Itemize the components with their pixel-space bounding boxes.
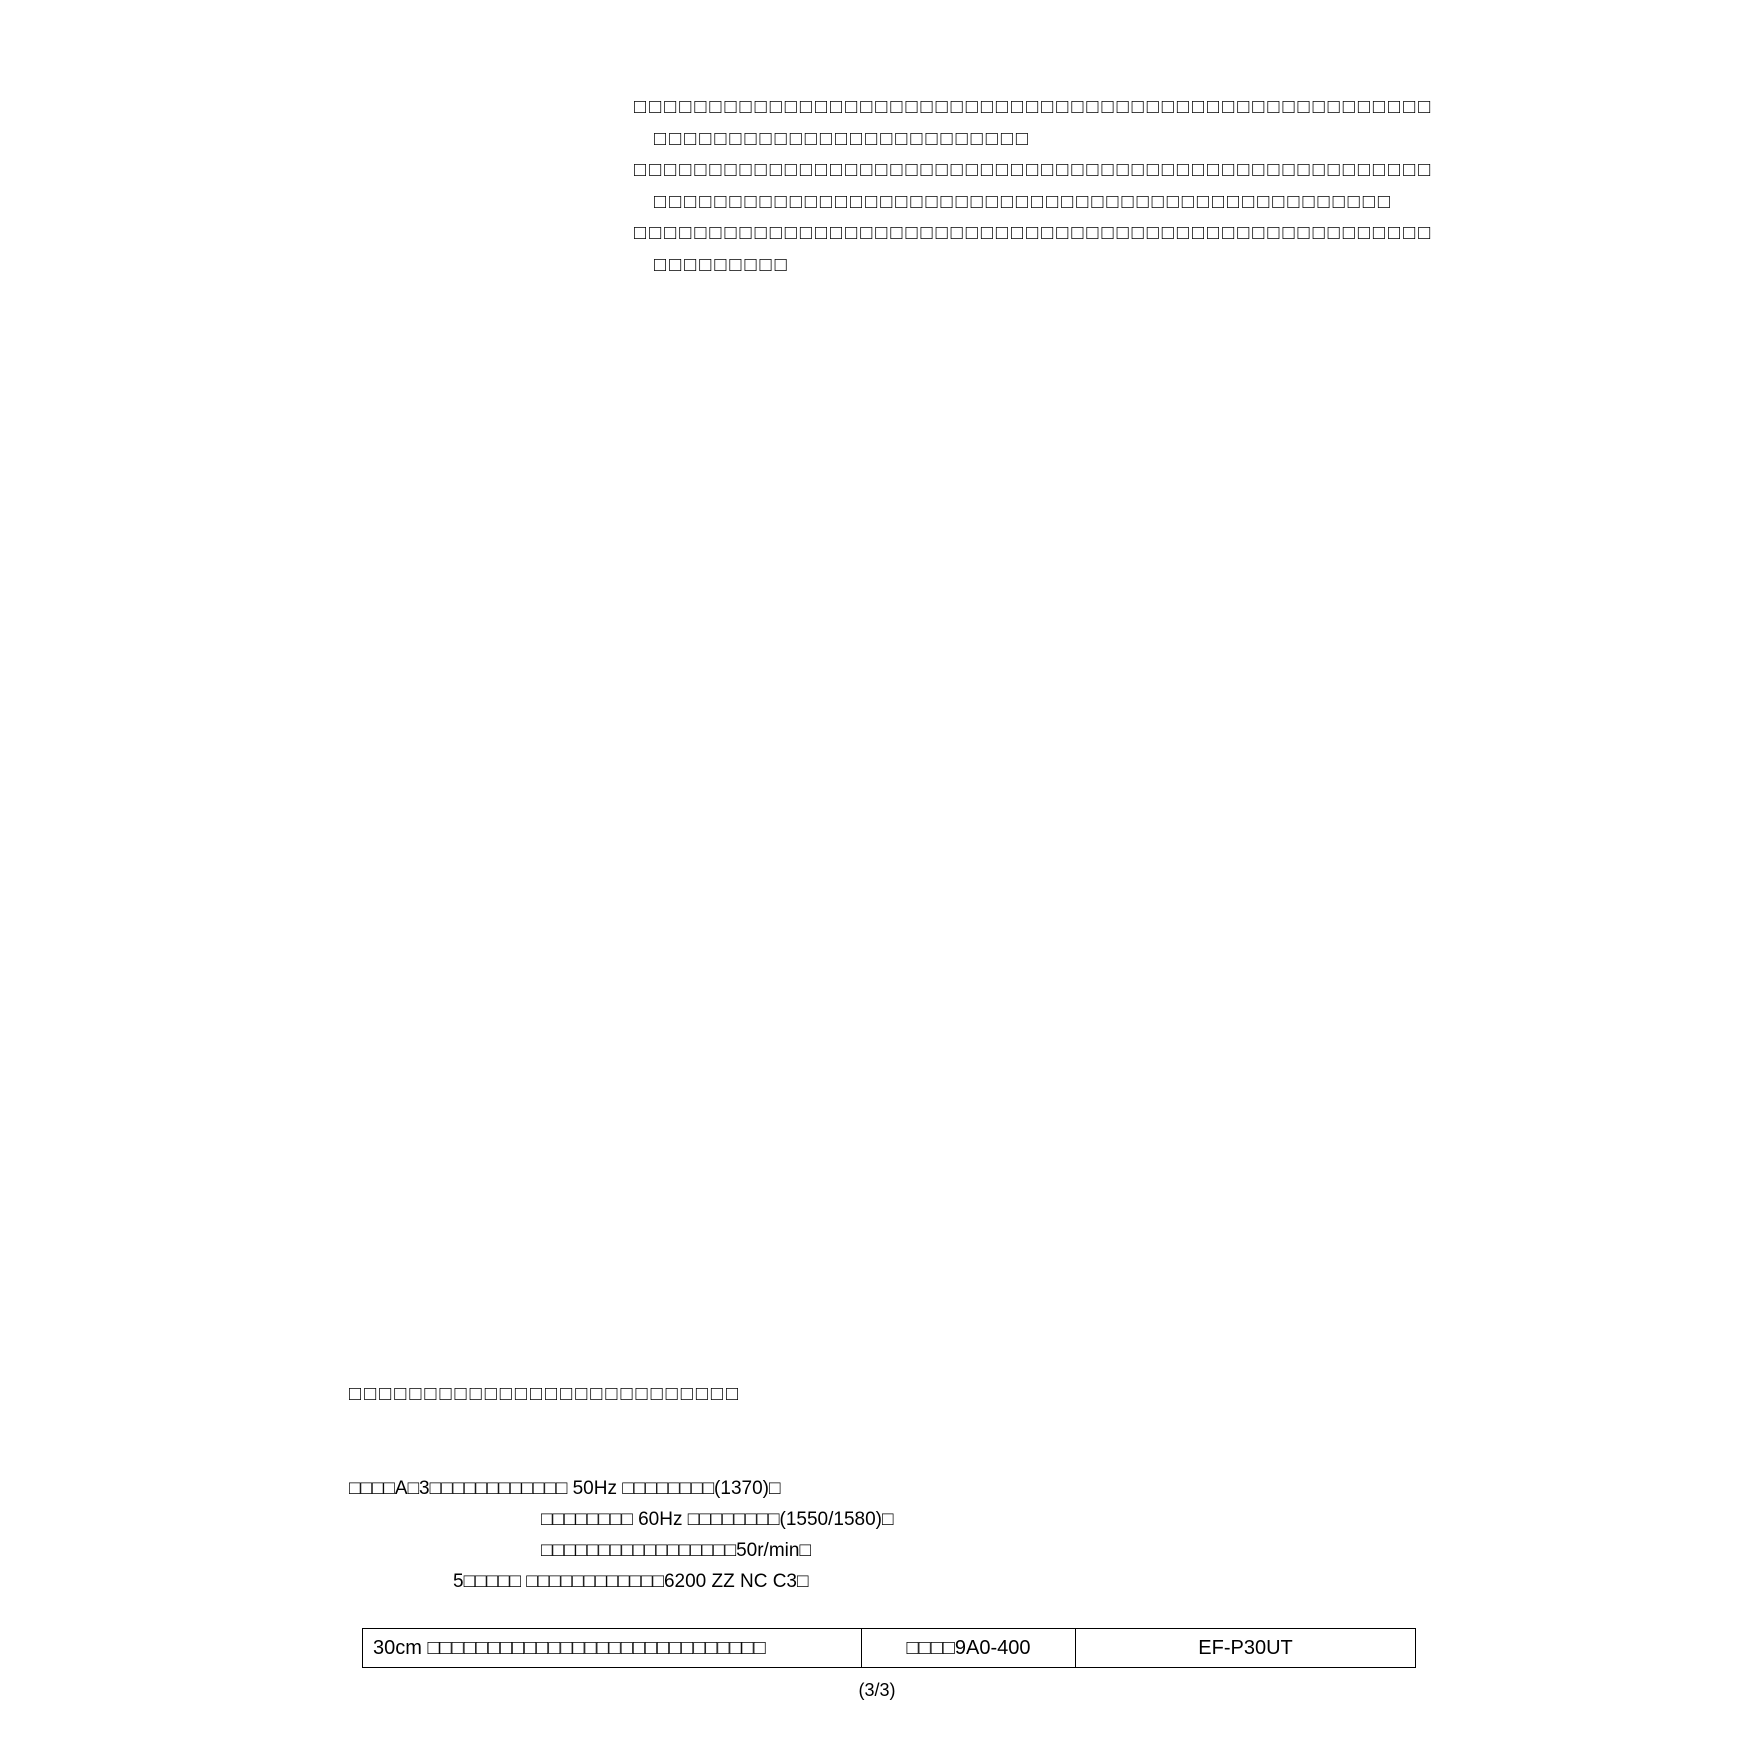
drawing-code: □□□□9A0-400: [862, 1629, 1076, 1668]
section-heading: □□□□□□□□□□□□□□□□□□□□□□□□□□: [349, 1383, 742, 1405]
note-item-2: □□□□□□□□□□□□□□□□□□□□□□□□□□□□□□□□□□□□□□□□□□□□□□□□□□□□□□□□□□□□□□□□□□□□□□□□□□□□□□□□□□□□□□□□□□□□□□□□□□□□□□: [634, 159, 1434, 213]
footer-table: [362, 1628, 1416, 1668]
spec-line-3: □□□□□□□□□□□□□□□□□50r/min□: [541, 1540, 811, 1561]
notes-list: [634, 92, 1434, 281]
product-description: 30cm □□□□□□□□□□□□□□□□□□□□□□□□□□□□: [363, 1629, 862, 1668]
spec-line-4: 5□□□□□ □□□□□□□□□□□□6200 ZZ NC C3□: [453, 1571, 809, 1592]
page-number: (3/3): [858, 1680, 896, 1700]
note-item-1: □□□□□□□□□□□□□□□□□□□□□□□□□□□□□□□□□□□□□□□□□□□□□□□□□□□□□□□□□□□□□□□□□□□□□□□□□□□□□□: [634, 96, 1434, 150]
model-number: EF-P30UT: [1076, 1629, 1416, 1668]
spec-line-1: □□□□A□3□□□□□□□□□□□□ 50Hz □□□□□□□□(1370)□: [349, 1478, 781, 1499]
note-item-3: □□□□□□□□□□□□□□□□□□□□□□□□□□□□□□□□□□□□□□□□□□□□□□□□□□□□□□□□□□□□□□: [634, 222, 1434, 276]
spec-line-2: □□□□□□□□ 60Hz □□□□□□□□(1550/1580)□: [541, 1509, 894, 1530]
footer-row: [363, 1629, 1416, 1668]
